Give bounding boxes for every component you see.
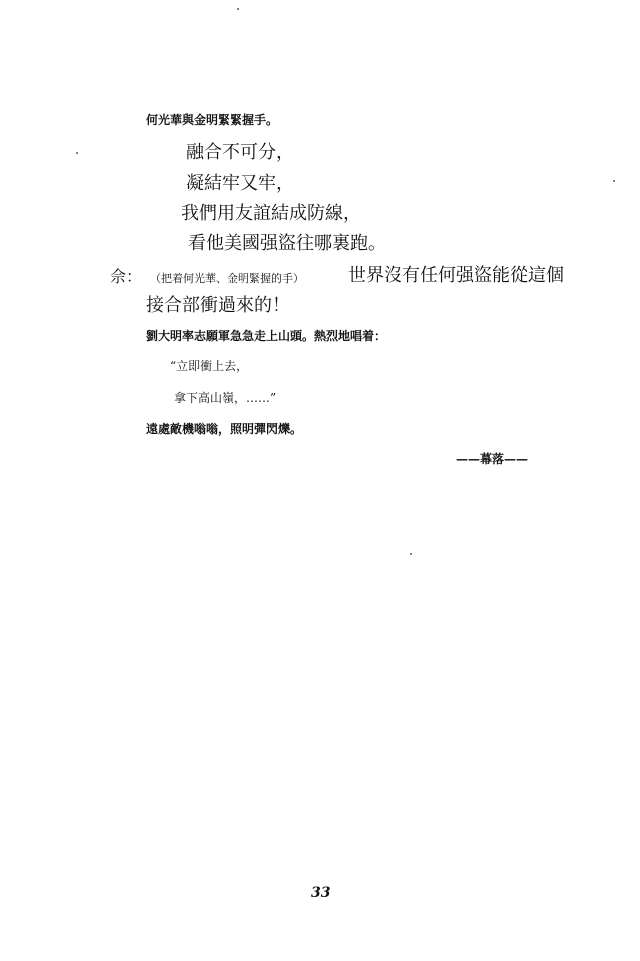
scan-speck xyxy=(410,553,412,555)
verse-line-2: 凝結牢又牢， xyxy=(186,173,294,194)
verse-line-4: 看他美國强盜往哪裏跑。 xyxy=(188,233,386,254)
speaker-name: 佘： xyxy=(110,267,143,286)
verse-line-3: 我們用友誼結成防線， xyxy=(181,203,361,224)
stage-direction-enter: 劉大明率志願軍急急走上山頭。熱烈地唱着： xyxy=(146,329,387,343)
stage-direction-distance: 遠處敵機嗡嗡，照明彈閃爍。 xyxy=(146,422,303,436)
curtain-falls: ——幕落—— xyxy=(456,452,529,466)
stage-direction-handshake: 何光華與金明緊緊握手。 xyxy=(146,113,279,127)
scan-speck xyxy=(76,152,78,154)
song-line-2: 拿下高山嶺，……” xyxy=(174,391,277,405)
stage-aside: （把着何光華、金明緊握的手） xyxy=(150,272,304,285)
page-number: 33 xyxy=(311,885,331,901)
speech-line-2: 接合部衝過來的！ xyxy=(146,295,290,316)
scan-speck xyxy=(237,8,239,10)
scan-speck xyxy=(613,180,615,182)
verse-line-1: 融合不可分， xyxy=(186,142,294,163)
speech-line-1: 世界沒有任何强盜能從這個 xyxy=(348,265,564,286)
song-line-1: “立即衝上去， xyxy=(170,359,249,373)
